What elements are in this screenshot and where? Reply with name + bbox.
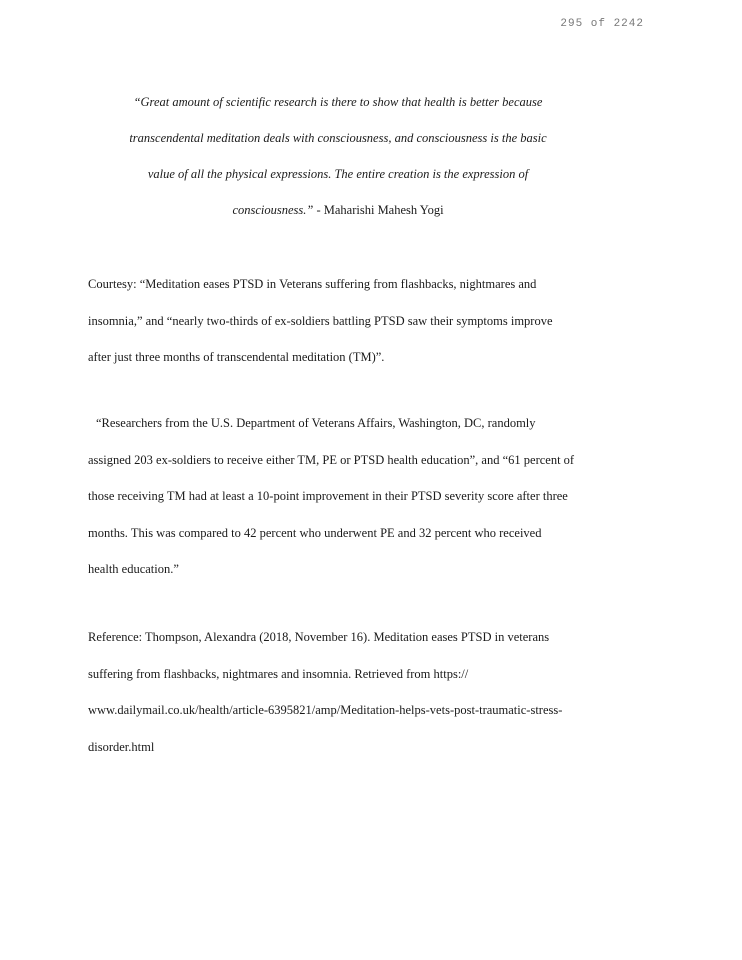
research-line: health education.” <box>88 562 179 576</box>
quote-line: transcendental meditation deals with consciousness, and consciousness is the basic <box>129 131 547 145</box>
quote-attribution: - Maharishi Mahesh Yogi <box>313 203 444 217</box>
quote-line: “Great amount of scientific research is there to show that health is better because <box>133 95 543 109</box>
reference-line: Reference: Thompson, Alexandra (2018, November 16). Meditation eases PTSD in veterans <box>88 630 550 644</box>
courtesy-line: Courtesy: “Meditation eases PTSD in Veterans suffering from flashbacks, nightmares and <box>88 277 537 291</box>
reference-line: suffering from flashbacks, nightmares and insomnia. Retrieved from https:// <box>88 666 469 681</box>
page-number: 295 of 2242 <box>560 18 644 30</box>
quote-closing-text: consciousness.” <box>232 203 314 217</box>
quote-line: value of all the physical expressions. The entire creation is the expression of <box>147 167 529 181</box>
courtesy-line: insomnia,” and “nearly two-thirds of ex-soldiers battling PTSD saw their symptoms improve <box>88 313 553 328</box>
research-line: months. This was compared to 42 percent who underwent PE and 32 percent who received <box>88 525 542 540</box>
reference-url-line: www.dailymail.co.uk/health/article-6395821/amp/Meditation-helps-vets-post-traumatic-stress- <box>88 703 563 717</box>
research-line: those receiving TM had at least a 10-point improvement in their PTSD severity score after three <box>88 489 568 503</box>
quote-last-line <box>88 192 588 228</box>
research-paragraph <box>88 405 660 588</box>
courtesy-line: after just three months of transcendental meditation (TM)”. <box>88 350 385 364</box>
research-line: assigned 203 ex-soldiers to receive either TM, PE or PTSD health education”, and “61 percent of <box>88 452 575 467</box>
research-line: “Researchers from the U.S. Department of Veterans Affairs, Washington, DC, randomly <box>96 416 536 430</box>
courtesy-paragraph <box>88 266 660 376</box>
reference-url-line: disorder.html <box>88 739 155 754</box>
reference-paragraph <box>88 619 660 765</box>
maharishi-quote <box>88 84 588 228</box>
